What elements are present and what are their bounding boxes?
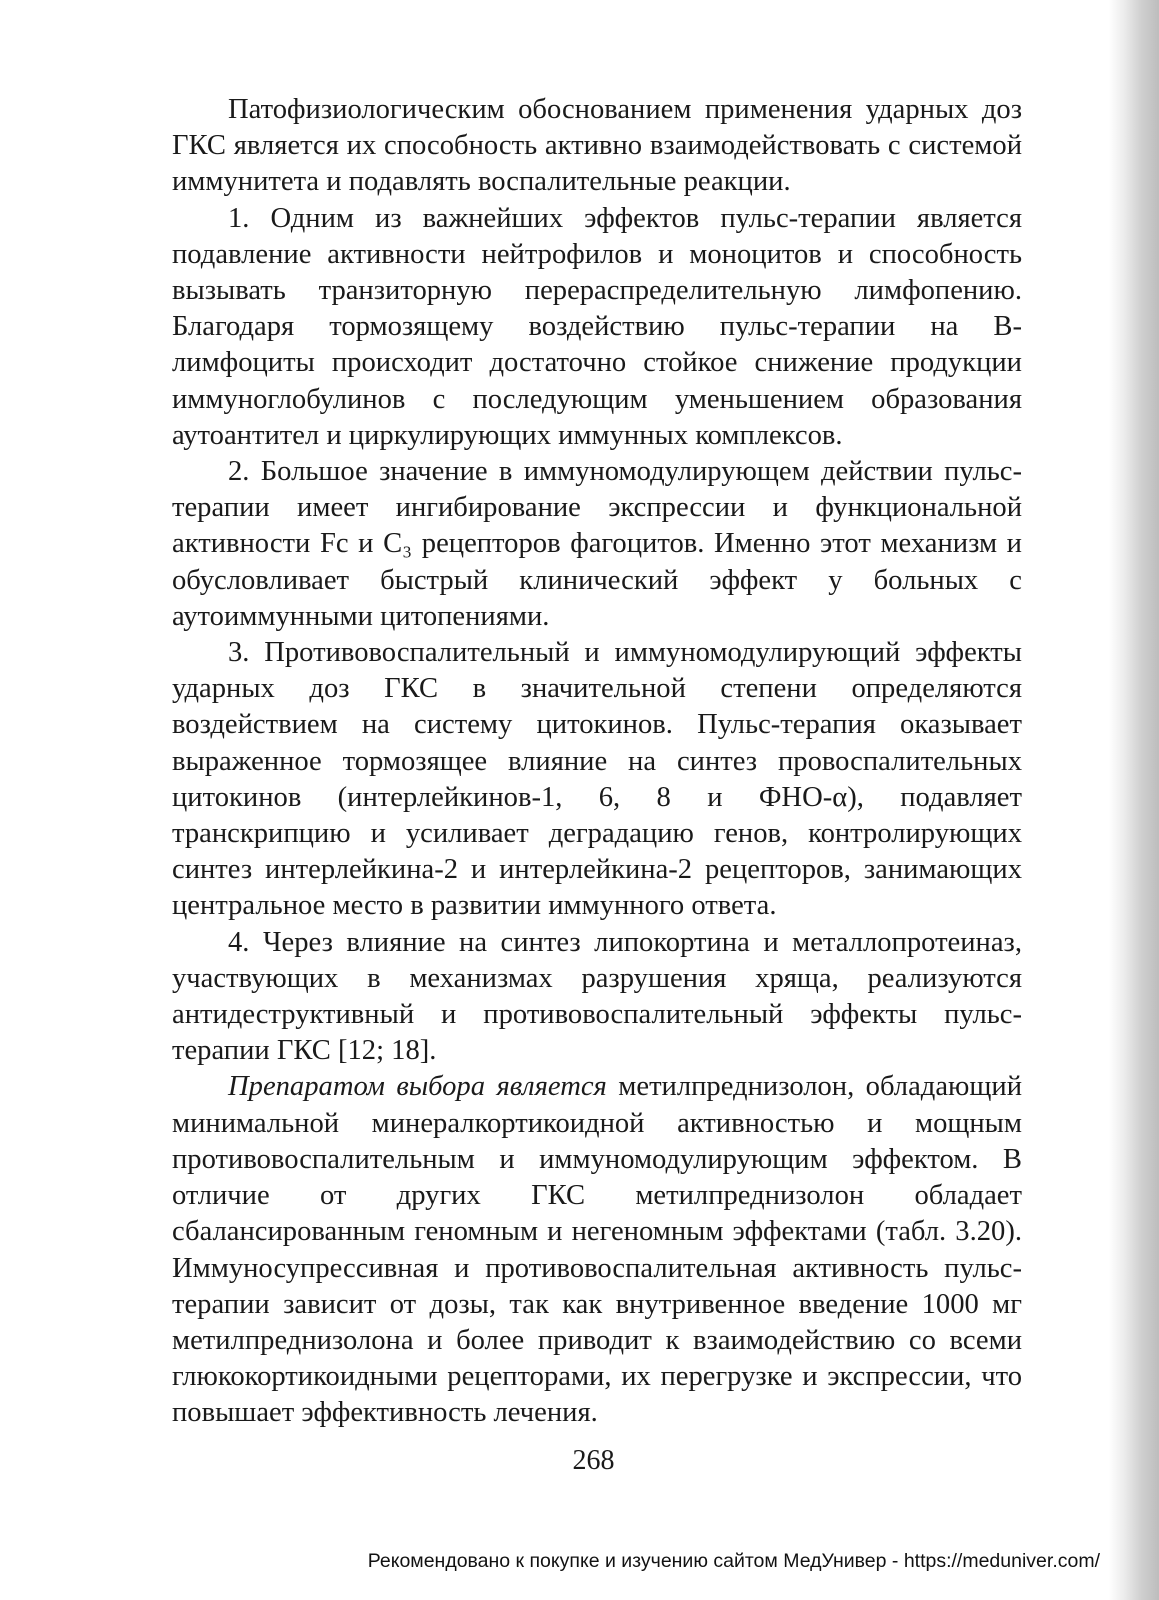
page-edge-shadow: [1109, 0, 1159, 1600]
page-number: 268: [572, 1445, 615, 1476]
page-body: [172, 92, 1022, 1432]
paragraph-5: 4. Через влияние на синтез липокортина и металлопротеиназ, участвующих в механизмах разрушения хряща, реализуются антидеструктивный и противовоспалительный эффекты пульс-терапии ГКС [12; 18].: [172, 926, 1022, 1067]
paragraph-6: [172, 1069, 1022, 1431]
paragraph-4: 3. Противовоспалительный и иммуномодулирующий эффекты ударных доз ГКС в значительной степени определяются воздействием на систему цитокинов. Пульс-терапия оказывает выраженное тормозящее влияние на синтез провоспалительных цитокинов (интерлейкинов-1, 6, 8 и ФНО-α), подавляет транскрипцию и усиливает деградацию генов, контролирующих синтез интерлейкина-2 и интерлейкина-2 рецепторов, занимающих центральное место в развитии иммунного ответа.: [172, 637, 1022, 922]
paragraph-6-text: метилпреднизолон, обладающий минимальной минералкортикоидной активностью и мощным противовоспалительным и иммуномодулирующим эффектом. В отличие от других ГКС метилпреднизолон обладает сбалансированным геномным и негеномным эффектами (табл. 3.20). Иммуносупрессивная и противовоспалительная активность пульс-терапии зависит от дозы, так как внутривенное введение 1000 мг метилпреднизолона и более приводит к взаимодействию со всеми глюкокортикоидными рецепторами, их перегрузке и экспрессии, что повышает эффективность лечения.: [172, 1071, 1022, 1429]
italic-lead-phrase: Препаратом выбора является: [228, 1071, 607, 1103]
paragraph-3: 2. Большое значение в иммуномодулирующем действии пульс-терапии имеет ингибирование экспрессии и функциональной активности Fc и С₃ рецепторов фагоцитов. Именно этот механизм и обусловливает быстрый клинический эффект у больных с аутоиммунными цитопениями.: [172, 456, 1022, 632]
paragraph-2: 1. Одним из важнейших эффектов пульс-терапии является подавление активности нейтрофилов и моноцитов и способность вызывать транзиторную перераспределительную лимфопению. Благодаря тормозящему воздействию пульс-терапии на В-лимфоциты происходит достаточно стойкое снижение продукции иммуноглобулинов с последующим уменьшением образования аутоантител и циркулирующих иммунных комплексов.: [172, 202, 1022, 451]
paragraph-1: Патофизиологическим обоснованием применения ударных доз ГКС является их способность активно взаимодействовать с системой иммунитета и подавлять воспалительные реакции.: [172, 94, 1022, 198]
footer-watermark: Рекомендовано к покупке и изучению сайтом МедУнивер - https://meduniver.com/: [367, 1550, 1100, 1572]
